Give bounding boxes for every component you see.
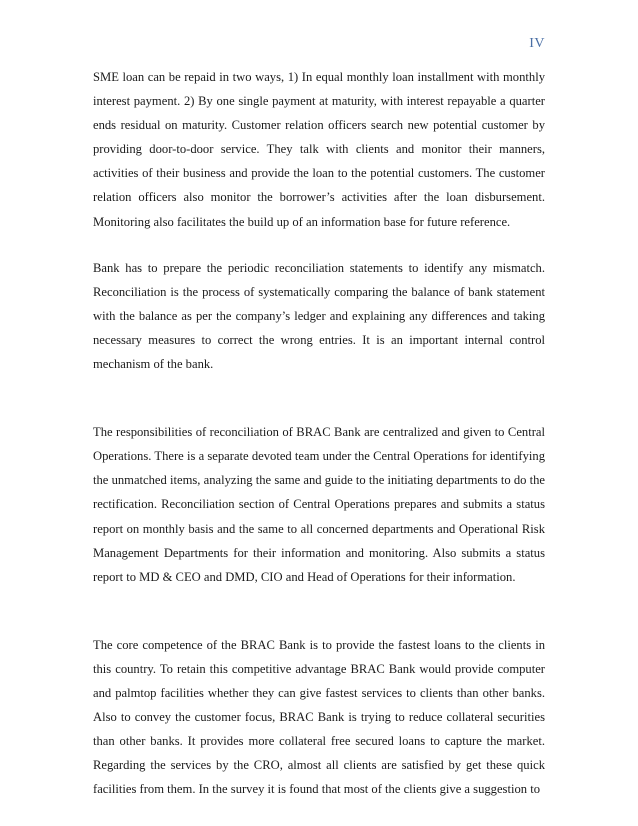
page-number: IV (529, 36, 545, 51)
paragraph-sme-loan: SME loan can be repaid in two ways, 1) In equal monthly loan installment with monthly interest payment. 2) By one single payment at maturity, with interest repayable a quarter ends residual on maturity. Customer relation officers search new potential customer by providing door-to-door service. They talk with clients and monitor their manners, activities of their business and provide the loan to the potential customers. The customer relation officers also monitor the borrower’s activities after the loan disbursement. Monitoring also facilitates the build up of an information base for future reference. (93, 70, 545, 229)
paragraph-reconciliation: Bank has to prepare the periodic reconciliation statements to identify any mismatch. Reconciliation is the process of systematically comparing the balance of bank statement with the balance as per the company’s ledger and explaining any differences and taking necessary measures to correct the wrong entries. It is an important internal control mechanism of the bank. (93, 260, 545, 372)
paragraph-central-operations: The responsibilities of reconciliation of BRAC Bank are centralized and given to Central Operations. There is a separate devoted team under the Central Operations for identifying the unmatched items, analyzing the same and guide to the initiating departments to do the rectification. Reconciliation section of Central Operations prepares and submits a status report on monthly basis and the same to all concerned departments and Operational Risk Management Departments for their information and monitoring. Also submits a status report to MD & CEO and DMD, CIO and Head of Operations for their information. (93, 425, 545, 584)
paragraph-spacer (93, 234, 545, 256)
paragraph-spacer (93, 376, 545, 420)
paragraph-spacer (93, 589, 545, 633)
document-body (93, 65, 545, 801)
paragraph-core-competence: The core competence of the BRAC Bank is to provide the fastest loans to the clients in this country. To retain this competitive advantage BRAC Bank would provide computer and palmtop facilities whether they can give fastest services to clients than other banks. Also to convey the customer focus, BRAC Bank is trying to reduce collateral securities than other banks. It provides more collateral free secured loans to capture the market. Regarding the services by the CRO, almost all clients are satisfied by get these quick facilities from them. In the survey it is found that most of the clients give a suggestion to (93, 637, 545, 797)
